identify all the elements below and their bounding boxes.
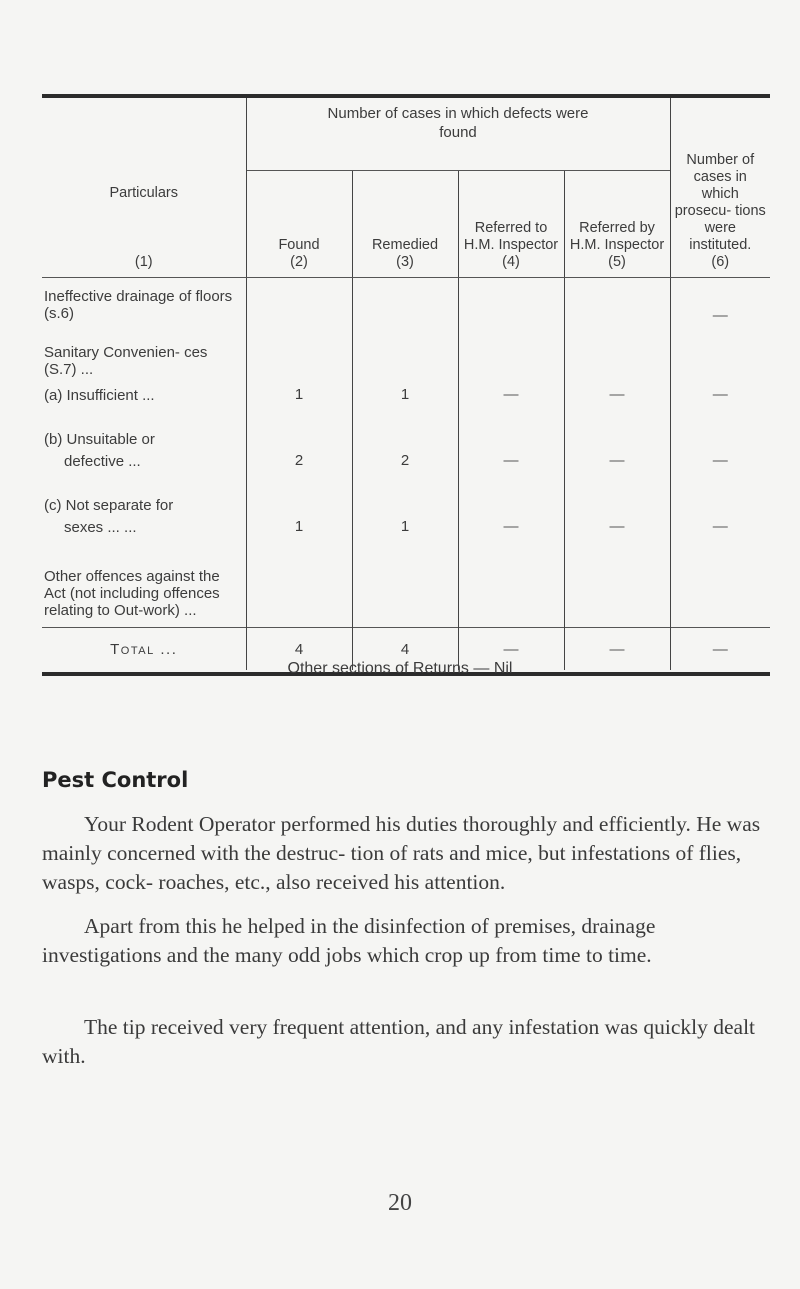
total-found: 4 (246, 628, 352, 671)
row-referred-to (458, 536, 564, 628)
row-prosecutions: — (670, 378, 770, 404)
row-referred-to: — (458, 514, 564, 536)
header-referred-to-label: Referred to H.M. Inspector (463, 220, 559, 253)
paragraph-2: Apart from this he helped in the disinfection of premises, drainage investigations and the many odd jobs which crop up from time to time. (42, 914, 656, 967)
header-group-label: Number of cases in which defects were found (327, 105, 589, 141)
header-prosecutions (670, 98, 770, 278)
row-referred-by (564, 470, 670, 514)
defects-table-wrapper (42, 94, 770, 676)
header-remedied-label: Remedied (371, 237, 439, 253)
row-referred-by (564, 536, 670, 628)
header-referred-by-num: (5) (608, 254, 626, 270)
header-group (246, 98, 670, 171)
row-prosecutions: — (670, 278, 770, 332)
header-particulars (42, 98, 246, 278)
header-remedied (352, 171, 458, 278)
row-referred-to (458, 332, 564, 378)
row-referred-to: — (458, 378, 564, 404)
row-referred-by: — (564, 448, 670, 470)
row-remedied (352, 470, 458, 514)
total-remedied: 4 (352, 628, 458, 671)
row-referred-by: — (564, 514, 670, 536)
row-referred-by (564, 332, 670, 378)
row-found: 2 (246, 448, 352, 470)
row-remedied (352, 332, 458, 378)
header-prosecutions-label: Number of cases in which prosecu- tions were instituted. (674, 152, 766, 253)
header-referred-by-label: Referred by H.M. Inspector (569, 220, 665, 253)
row-label: (b) Unsuitable or (44, 430, 155, 448)
table-row (42, 404, 770, 448)
row-found: 1 (246, 378, 352, 404)
row-found: 1 (246, 514, 352, 536)
table-row (42, 278, 770, 332)
row-found (246, 404, 352, 448)
row-label: Sanitary Convenien- ces (S.7) ... (44, 343, 208, 378)
header-found-label: Found (278, 237, 320, 253)
row-label: Other offences against the Act (not including offences relating to Out-work) ... (44, 568, 220, 619)
row-remedied (352, 536, 458, 628)
row-remedied (352, 278, 458, 332)
header-referred-by (564, 171, 670, 278)
row-label: sexes ... ... (64, 518, 137, 536)
row-remedied: 2 (352, 448, 458, 470)
row-referred-by (564, 278, 670, 332)
table-row (42, 470, 770, 514)
table-row (42, 332, 770, 378)
row-referred-to (458, 278, 564, 332)
total-prosecutions: — (670, 628, 770, 671)
row-found (246, 536, 352, 628)
header-found (246, 171, 352, 278)
page-number: 20 (388, 1190, 412, 1216)
paragraph-3: The tip received very frequent attention, and any infestation was quickly dealt with. (42, 1015, 756, 1068)
row-referred-to (458, 404, 564, 448)
row-referred-to (458, 470, 564, 514)
row-referred-to: — (458, 448, 564, 470)
header-referred-to (458, 171, 564, 278)
row-prosecutions (670, 536, 770, 628)
row-remedied: 1 (352, 514, 458, 536)
row-found (246, 332, 352, 378)
total-referred-by: — (564, 628, 670, 671)
total-label: Total ... (42, 628, 246, 671)
row-prosecutions (670, 404, 770, 448)
row-label: (c) Not separate for (44, 496, 174, 514)
row-prosecutions: — (670, 448, 770, 470)
row-found (246, 470, 352, 514)
header-prosecutions-num: (6) (711, 254, 730, 270)
row-prosecutions (670, 470, 770, 514)
row-referred-by (564, 404, 670, 448)
total-referred-to: — (458, 628, 564, 671)
row-remedied (352, 404, 458, 448)
returns-caption: Other sections of Returns — Nil (287, 660, 513, 677)
defects-table (42, 98, 770, 670)
table-row (42, 536, 770, 628)
row-prosecutions: — (670, 514, 770, 536)
header-referred-to-num: (4) (502, 254, 520, 270)
header-particulars-label: Particulars (109, 185, 178, 201)
row-label: Ineffective drainage of floors (s.6) (44, 288, 233, 322)
row-label: (a) Insufficient ... (44, 386, 155, 404)
header-found-num: (2) (290, 254, 308, 270)
row-label: defective ... (64, 452, 141, 470)
row-remedied: 1 (352, 378, 458, 404)
section-heading: Pest Control (42, 768, 189, 792)
table-row (42, 378, 770, 404)
header-remedied-num: (3) (396, 254, 414, 270)
row-prosecutions (670, 332, 770, 378)
row-referred-by: — (564, 378, 670, 404)
header-particulars-num: (1) (134, 254, 153, 270)
paragraph-1: Your Rodent Operator performed his duties thoroughly and efficiently. He was mainly concerned with the destruc- tion of rats and mice, but infestations of flies, wasps, cock- roaches, etc., also received his attention. (42, 812, 761, 894)
table-row (42, 514, 770, 536)
table-row (42, 448, 770, 470)
row-found (246, 278, 352, 332)
